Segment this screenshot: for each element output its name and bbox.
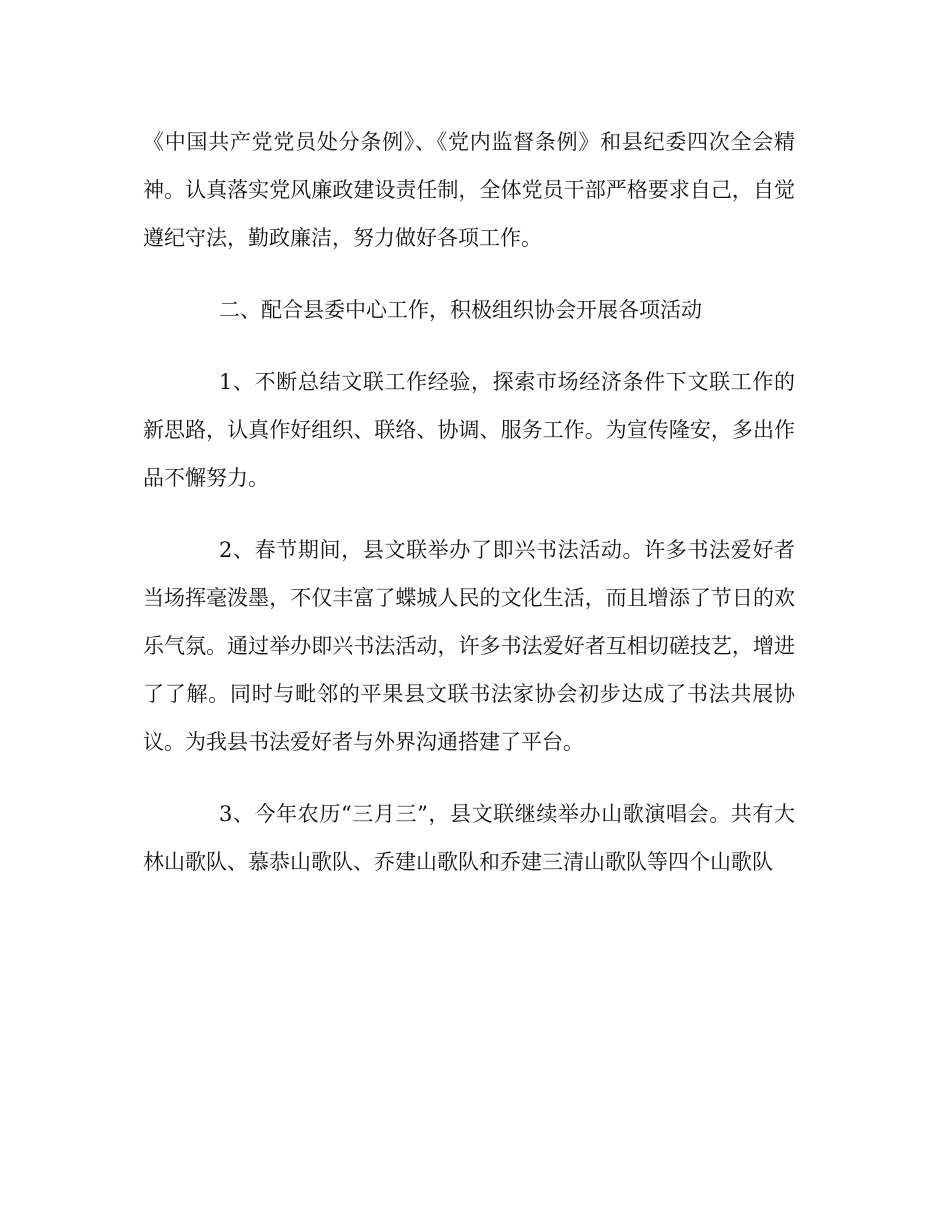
paragraph-item-1: 1、不断总结文联工作经验，探索市场经济条件下文联工作的新思路，认真作好组织、联络、协调、服务工作。为宣传隆安，多出作品不懈努力。: [143, 370, 795, 490]
paragraph-continued: 《中国共产党党员处分条例》、《党内监督条例》和县纪委四次全会精神。认真落实党风廉政建设责任制，全体党员干部严格要求自己，自觉遵纪守法，勤政廉洁，努力做好各项工作。: [143, 130, 795, 250]
paragraph-item-2: 2、春节期间，县文联举办了即兴书法活动。许多书法爱好者当场挥毫泼墨，不仅丰富了蝶城人民的文化生活，而且增添了节日的欢乐气氛。通过举办即兴书法活动，许多书法爱好者互相切磋技艺，增进了了解。同时与毗邻的平果县文联书法家协会初步达成了书法共展协议。为我县书法爱好者与外界沟通搭建了平台。: [143, 538, 795, 754]
section-heading-2: 二、配合县委中心工作，积极组织协会开展各项活动: [219, 298, 702, 322]
paragraph-item-3: 3、今年农历“三月三”，县文联继续举办山歌演唱会。共有大林山歌队、慕恭山歌队、乔建山歌队和乔建三清山歌队等四个山歌队: [143, 802, 795, 874]
document-body: [143, 118, 795, 910]
